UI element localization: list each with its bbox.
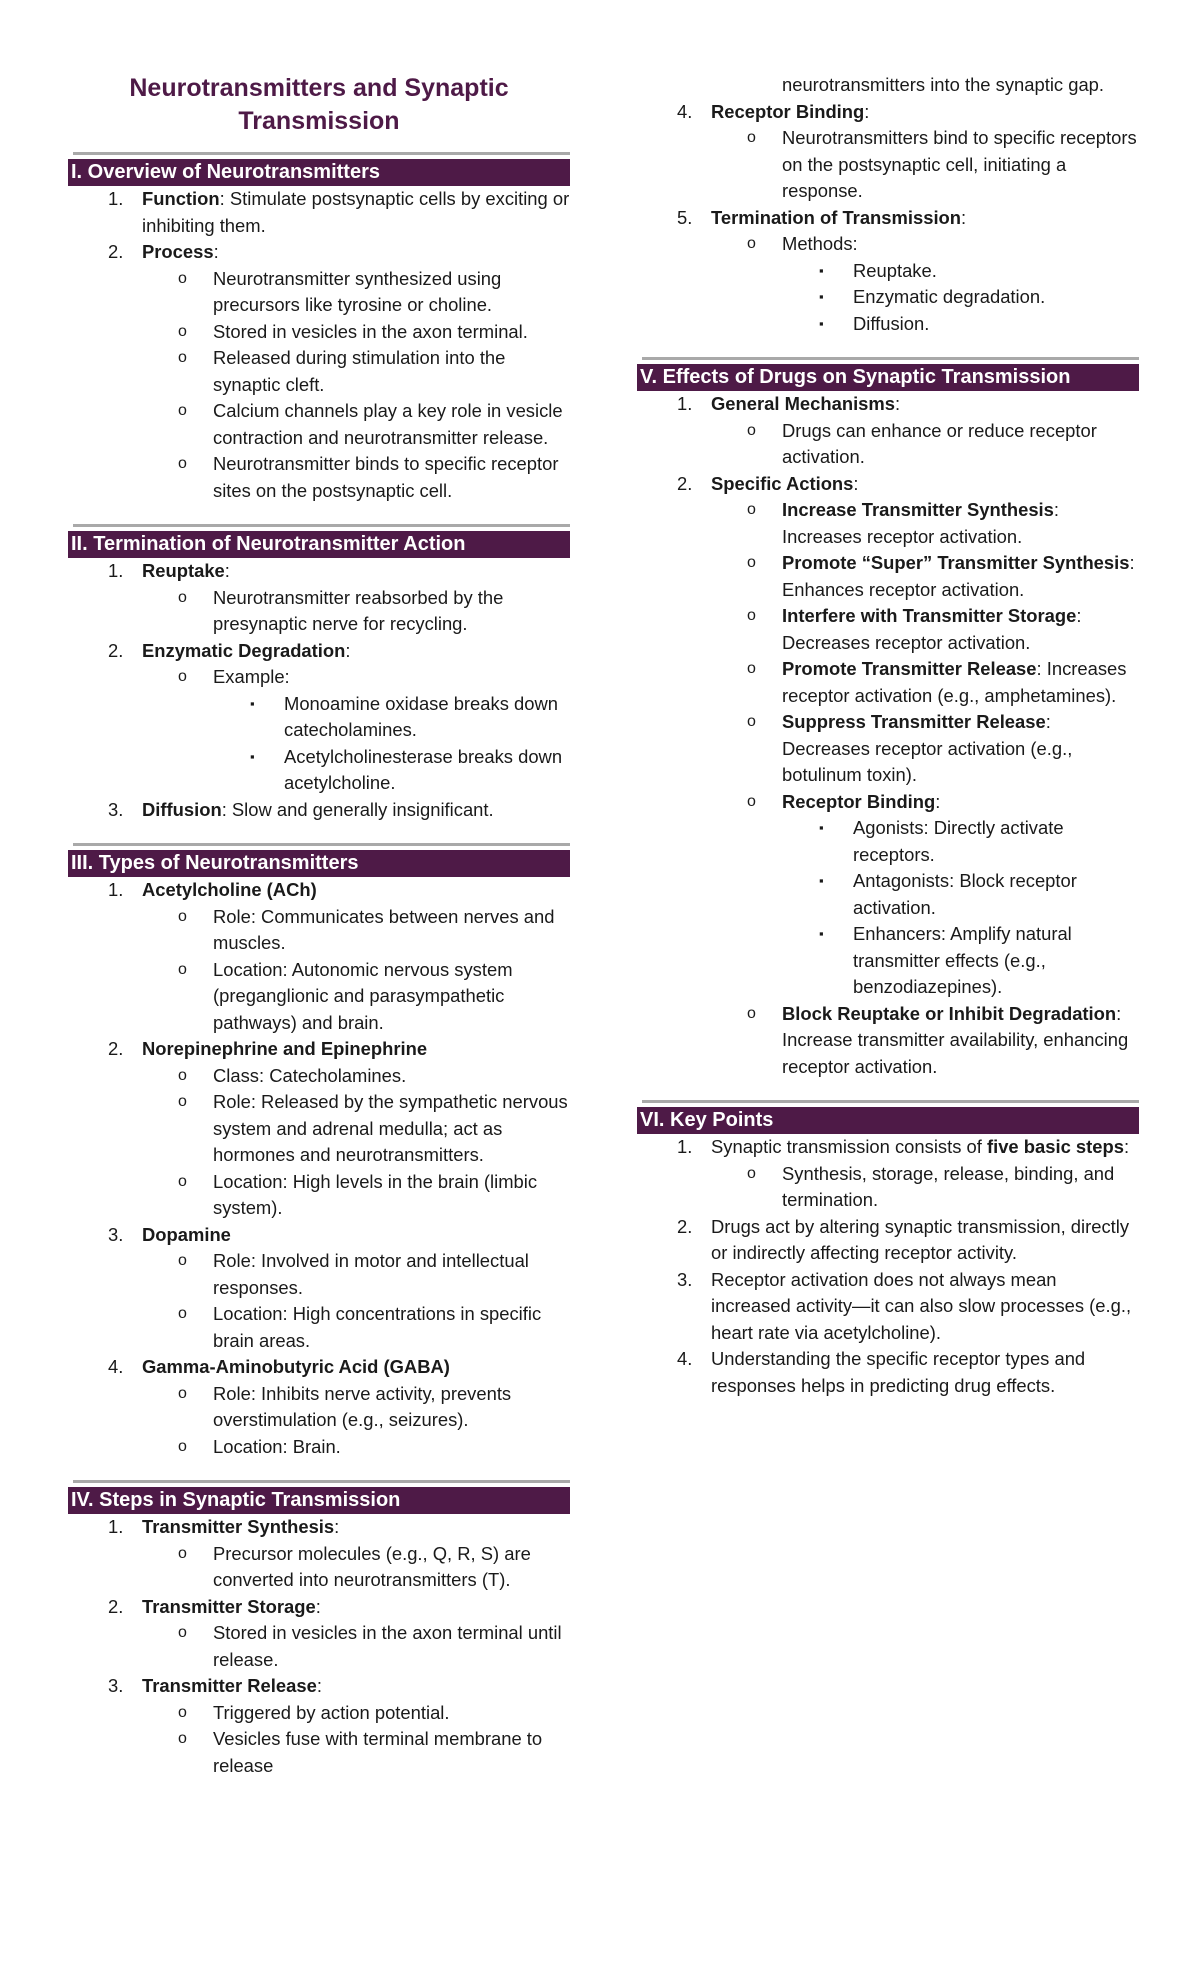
list-item: 4. Understanding the specific receptor types and responses helps in predicting drug effects. (677, 1348, 1086, 1396)
left-column (68, 0, 570, 1779)
list-item: 1. Synaptic transmission consists of five basic steps: o Synthesis, storage, release, binding, and termination. (637, 1134, 1139, 1214)
bullet-list (68, 1620, 570, 1673)
bullet-item: o Role: Inhibits nerve activity, prevents overstimulation (e.g., seizures). (178, 1382, 512, 1430)
numbered-list (637, 99, 1139, 338)
numbered-list (637, 72, 1139, 99)
bullet-item: o Example: ▪ Monoamine oxidase breaks down catecholamines. ▪ Acetylcholinesterase breaks down acetylcholine. (68, 664, 570, 797)
bullet-item: o Neurotransmitter synthesized using precursors like tyrosine or choline. (178, 267, 502, 315)
bullet-list (68, 1063, 570, 1222)
section-divider (73, 1480, 570, 1483)
sub-bullet-list (637, 258, 1139, 338)
section-divider (642, 1100, 1139, 1103)
section-divider (73, 524, 570, 527)
bullet-list (68, 1541, 570, 1594)
bullet-item: o Neurotransmitter binds to specific receptor sites on the postsynaptic cell. (178, 453, 559, 501)
bullet-list (637, 497, 1139, 1080)
list-item: 3. Transmitter Release: o Triggered by action potential. o Vesicles fuse with terminal membrane to release (68, 1673, 570, 1779)
bullet-item: o Interfere with Transmitter Storage: Decreases receptor activation. (747, 605, 1082, 653)
section-steps (68, 1480, 570, 1779)
bullet-item: o Location: Brain. (178, 1435, 341, 1457)
bullet-item: o Increase Transmitter Synthesis: Increases receptor activation. (747, 499, 1060, 547)
section-heading: V. Effects of Drugs on Synaptic Transmission (637, 364, 1139, 391)
list-item: 3. Receptor activation does not always mean increased activity—it can also slow processes (e.g., heart rate via acetylcholine). (677, 1268, 1132, 1343)
bullet-item: o Suppress Transmitter Release: Decreases receptor activation (e.g., botulinum toxin). (747, 711, 1073, 785)
section-heading: VI. Key Points (637, 1107, 1139, 1134)
bullet-item: o Role: Released by the sympathetic nervous system and adrenal medulla; act as hormones and neurotransmitters. (178, 1091, 568, 1165)
section-heading: II. Termination of Neurotransmitter Action (68, 531, 570, 558)
bullet-item: o Released during stimulation into the synaptic cleft. (178, 347, 506, 395)
sub-bullet-item: ▪ Agonists: Directly activate receptors. (819, 817, 1064, 865)
bullet-list (637, 125, 1139, 205)
sub-bullet-list (637, 815, 1139, 1001)
list-item: 1. Function: Stimulate postsynaptic cells by exciting or inhibiting them. (108, 188, 570, 236)
bullet-list (68, 1381, 570, 1461)
bullet-item: o Block Reuptake or Inhibit Degradation: Increase transmitter availability, enhancing receptor activation. (747, 1002, 1129, 1077)
bullet-item: o Role: Involved in motor and intellectual responses. (178, 1250, 529, 1298)
numbered-list (68, 186, 570, 504)
numbered-list (68, 1514, 570, 1779)
list-item: 3. Diffusion: Slow and generally insignificant. (108, 798, 494, 820)
list-item: 2. Norepinephrine and Epinephrine o Class: Catecholamines. o Role: Released by the sympathetic nervous system and adrenal medulla; act as hormones and neurotransmitters. o Location: High levels in the brain (limbic system). (68, 1036, 570, 1222)
list-item: 2. Specific Actions: o Increase Transmitter Synthesis: Increases receptor activation. o Promote “Super” Transmitter Synthesis: Enhances receptor activation. o Interfere with Transmitter Storage: Decreases receptor activation. o Promote Transmitter Release: Increases receptor activation (e.g., amphetamines). o Suppress Transmitter Release: Decreases receptor activation (e.g., botulinum toxin). o Receptor Binding: ▪ Agonists: Directly activate receptors. ▪ Antagonists: Block receptor activation. ▪ Enhancers: Amplify natural transmitter effects (e.g., benzodiazepines). o Block Reuptake or Inhibit Degradation: Increase transmitter availability, enhancing receptor activation. (637, 471, 1139, 1081)
list-item: 2. Transmitter Storage: o Stored in vesicles in the axon terminal until release. (68, 1594, 570, 1674)
section-heading: III. Types of Neurotransmitters (68, 850, 570, 877)
list-item: 1. Transmitter Synthesis: o Precursor molecules (e.g., Q, R, S) are converted into neurotransmitters (T). (68, 1514, 570, 1594)
section-divider (73, 152, 570, 155)
section-drug-effects (637, 357, 1139, 1080)
bullet-list (68, 664, 570, 797)
list-item: 4. Receptor Binding: o Neurotransmitters bind to specific receptors on the postsynaptic cell, initiating a response. (637, 99, 1139, 205)
sub-bullet-item: ▪ Enhancers: Amplify natural transmitter effects (e.g., benzodiazepines). (819, 923, 1072, 997)
bullet-item: o Promote Transmitter Release: Increases receptor activation (e.g., amphetamines). (747, 658, 1127, 706)
bullet-item: o Stored in vesicles in the axon terminal. (178, 320, 528, 342)
bullet-item: o Receptor Binding: ▪ Agonists: Directly activate receptors. ▪ Antagonists: Block receptor activation. ▪ Enhancers: Amplify natural transmitter effects (e.g., benzodiazepines). (637, 789, 1139, 1001)
section-divider (642, 357, 1139, 360)
bullet-item: o Role: Communicates between nerves and muscles. (178, 905, 555, 953)
continued-text: neurotransmitters into the synaptic gap. (782, 74, 1105, 95)
sub-bullet-item: ▪ Acetylcholinesterase breaks down acetylcholine. (250, 745, 563, 793)
bullet-item: o Drugs can enhance or reduce receptor activation. (747, 419, 1097, 467)
bullet-item: o Calcium channels play a key role in vesicle contraction and neurotransmitter release. (178, 400, 563, 448)
bullet-item: o Precursor molecules (e.g., Q, R, S) are converted into neurotransmitters (T). (178, 1542, 531, 1590)
list-item: 1. Reuptake: o Neurotransmitter reabsorbed by the presynaptic nerve for recycling. (68, 558, 570, 638)
bullet-item: o Neurotransmitter reabsorbed by the presynaptic nerve for recycling. (178, 586, 504, 634)
section-termination (68, 524, 570, 823)
bullet-list (68, 266, 570, 505)
list-item: 4. Gamma-Aminobutyric Acid (GABA) o Role: Inhibits nerve activity, prevents overstimulation (e.g., seizures). o Location: Brain. (68, 1354, 570, 1460)
bullet-item: o Neurotransmitters bind to specific receptors on the postsynaptic cell, initiating a response. (747, 127, 1137, 201)
section-divider (73, 843, 570, 846)
bullet-list (68, 1700, 570, 1780)
bullet-list (637, 1161, 1139, 1214)
numbered-list (68, 558, 570, 823)
bullet-item: o Location: High concentrations in specific brain areas. (178, 1303, 542, 1351)
bullet-item: o Stored in vesicles in the axon terminal until release. (178, 1622, 562, 1670)
bullet-item: o Location: High levels in the brain (limbic system). (178, 1170, 538, 1218)
sub-bullet-item: ▪ Monoamine oxidase breaks down catecholamines. (250, 692, 558, 740)
section-overview (68, 152, 570, 504)
bullet-item: o Synthesis, storage, release, binding, and termination. (747, 1162, 1115, 1210)
bullet-list (637, 231, 1139, 337)
numbered-list (637, 391, 1139, 1080)
section-key-points (637, 1100, 1139, 1399)
list-item: 1. General Mechanisms: o Drugs can enhance or reduce receptor activation. (637, 391, 1139, 471)
sub-bullet-list (68, 691, 570, 797)
bullet-list (68, 904, 570, 1037)
bullet-item: o Triggered by action potential. (178, 1701, 450, 1723)
bullet-list (68, 585, 570, 638)
section-heading: IV. Steps in Synaptic Transmission (68, 1487, 570, 1514)
list-item: 2. Drugs act by altering synaptic transmission, directly or indirectly affecting receptor activity. (677, 1215, 1130, 1263)
numbered-list (637, 1134, 1139, 1399)
right-column (637, 0, 1139, 1399)
document-title: Neurotransmitters and Synaptic Transmission (129, 74, 509, 135)
sub-bullet-item: ▪ Enzymatic degradation. (819, 286, 1046, 307)
bullet-item: o Vesicles fuse with terminal membrane to release (178, 1728, 543, 1776)
list-item: 2. Process: o Neurotransmitter synthesized using precursors like tyrosine or choline. o Stored in vesicles in the axon terminal. o Released during stimulation into the synaptic cleft. o Calcium channels play a key role in vesicle contraction and neurotransmitter release. o Neurotransmitter binds to specific receptor sites on the postsynaptic cell. (68, 239, 570, 504)
list-item: 1. Acetylcholine (ACh) o Role: Communicates between nerves and muscles. o Location: Autonomic nervous system (preganglionic and parasympathetic pathways) and brain. (68, 877, 570, 1036)
section-steps-continued (637, 72, 1139, 337)
bullet-list (68, 1248, 570, 1354)
section-heading: I. Overview of Neurotransmitters (68, 159, 570, 186)
list-item: 3. Dopamine o Role: Involved in motor and intellectual responses. o Location: High concentrations in specific brain areas. (68, 1222, 570, 1355)
list-item: 2. Enzymatic Degradation: o Example: ▪ Monoamine oxidase breaks down catecholamines. ▪ Acetylcholinesterase breaks down acetylcholine. (68, 638, 570, 797)
sub-bullet-item: ▪ Antagonists: Block receptor activation. (819, 870, 1077, 918)
bullet-item: o Location: Autonomic nervous system (preganglionic and parasympathetic pathways) and brain. (178, 958, 513, 1033)
bullet-item: o Methods: ▪ Reuptake. ▪ Enzymatic degradation. ▪ Diffusion. (637, 231, 1139, 337)
bullet-item: o Promote “Super” Transmitter Synthesis: Enhances receptor activation. (747, 552, 1135, 600)
sub-bullet-item: ▪ Reuptake. (819, 259, 937, 281)
bullet-list (637, 418, 1139, 471)
section-types (68, 843, 570, 1460)
numbered-list (68, 877, 570, 1460)
list-item: 5. Termination of Transmission: o Methods: ▪ Reuptake. ▪ Enzymatic degradation. ▪ Diffusion. (637, 205, 1139, 338)
bullet-item: o Class: Catecholamines. (178, 1064, 407, 1086)
sub-bullet-item: ▪ Diffusion. (819, 312, 930, 334)
